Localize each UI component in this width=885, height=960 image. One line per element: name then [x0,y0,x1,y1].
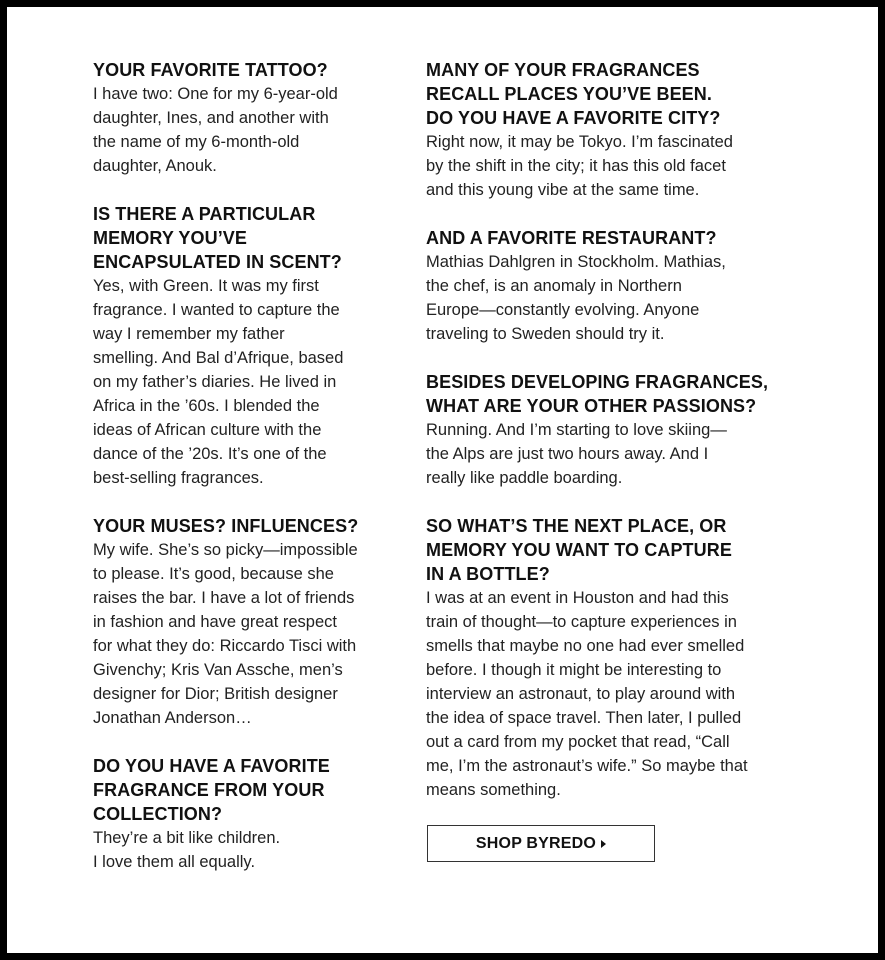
question-line: SO WHAT’S THE NEXT PLACE, OR [426,516,727,536]
answer-line: me, I’m the astronaut’s wife.” So maybe that [426,757,748,775]
shop-byredo-button[interactable] [427,825,655,862]
interview-qa-block [93,202,393,490]
question-line: IS THERE A PARTICULAR [93,204,316,224]
answer-line: by the shift in the city; it has this old facet [426,157,726,175]
question-line: AND A FAVORITE RESTAURANT? [426,228,717,248]
question-heading [426,514,786,586]
answer-line: designer for Dior; British designer [93,685,338,703]
answer-line: ideas of African culture with the [93,421,322,439]
shop-button-label: SHOP BYREDO [475,834,597,852]
answer-line: interview an astronaut, to play around with [426,685,736,703]
answer-line: smells that maybe no one had ever smelled [426,637,745,655]
answer-text [93,274,393,490]
question-line: MANY OF YOUR FRAGRANCES [426,60,700,80]
question-line: MEMORY YOU WANT TO CAPTURE [426,540,732,560]
answer-line: fragrance. I wanted to capture the [93,301,340,319]
question-heading [426,226,786,250]
answer-line: Yes, with Green. It was my first [93,277,319,295]
answer-line: in fashion and have great respect [93,613,337,631]
interview-qa-block [426,514,786,802]
question-line: YOUR FAVORITE TATTOO? [93,60,328,80]
answer-line: Running. And I’m starting to love skiing— [426,421,727,439]
question-line: ENCAPSULATED IN SCENT? [93,252,342,272]
answer-line: means something. [426,781,561,799]
answer-line: I love them all equally. [93,853,256,871]
answer-line: out a card from my pocket that read, “Call [426,733,730,751]
question-line: BESIDES DEVELOPING FRAGRANCES, [426,372,769,392]
interview-qa-block [426,370,786,490]
answer-line: daughter, Anouk. [93,157,217,175]
answer-line: traveling to Sweden should try it. [426,325,665,343]
answer-line: on my father’s diaries. He lived in [93,373,337,391]
question-heading [93,202,393,274]
answer-line: to please. It’s good, because she [93,565,334,583]
answer-line: raises the bar. I have a lot of friends [93,589,355,607]
answer-line: They’re a bit like children. [93,829,281,847]
answer-line: My wife. She’s so picky—impossible [93,541,358,559]
answer-line: really like paddle boarding. [426,469,623,487]
question-line: DO YOU HAVE A FAVORITE [93,756,330,776]
answer-text [426,130,786,202]
question-heading [93,754,393,826]
question-heading [93,514,393,538]
interview-qa-block [93,58,393,178]
answer-line: Mathias Dahlgren in Stockholm. Mathias, [426,253,726,271]
answer-line: the Alps are just two hours away. And I [426,445,709,463]
answer-line: before. I though it might be interesting to [426,661,722,679]
question-heading [426,370,786,418]
interview-qa-block [426,226,786,346]
left-column [93,58,393,898]
answer-line: dance of the ’20s. It’s one of the [93,445,327,463]
question-line: RECALL PLACES YOU’VE BEEN. [426,84,712,104]
answer-text [93,826,393,874]
question-heading [93,58,393,82]
question-line: FRAGRANCE FROM YOUR [93,780,325,800]
answer-line: the name of my 6-month-old [93,133,300,151]
answer-line: train of thought—to capture experiences in [426,613,737,631]
question-heading [426,58,786,130]
interview-qa-block [93,514,393,730]
caret-right-icon [601,840,606,848]
answer-text [426,250,786,346]
answer-line: Europe—constantly evolving. Anyone [426,301,700,319]
answer-line: for what they do: Riccardo Tisci with [93,637,357,655]
answer-text [93,538,393,730]
answer-text [426,418,786,490]
right-column [426,58,786,826]
answer-line: Africa in the ’60s. I blended the [93,397,320,415]
answer-line: and this young vibe at the same time. [426,181,700,199]
question-line: WHAT ARE YOUR OTHER PASSIONS? [426,396,757,416]
answer-line: Right now, it may be Tokyo. I’m fascinated [426,133,733,151]
answer-line: daughter, Ines, and another with [93,109,329,127]
answer-line: Givenchy; Kris Van Assche, men’s [93,661,343,679]
question-line: DO YOU HAVE A FAVORITE CITY? [426,108,721,128]
answer-line: best-selling fragrances. [93,469,264,487]
answer-line: way I remember my father [93,325,285,343]
answer-line: I was at an event in Houston and had this [426,589,729,607]
answer-line: smelling. And Bal d’Afrique, based [93,349,344,367]
answer-line: I have two: One for my 6-year-old [93,85,338,103]
question-line: YOUR MUSES? INFLUENCES? [93,516,359,536]
question-line: IN A BOTTLE? [426,564,550,584]
answer-text [426,586,786,802]
answer-line: Jonathan Anderson… [93,709,252,727]
question-line: MEMORY YOU’VE [93,228,248,248]
interview-qa-block [93,754,393,874]
answer-text [93,82,393,178]
answer-line: the idea of space travel. Then later, I pulled [426,709,742,727]
question-line: COLLECTION? [93,804,223,824]
answer-line: the chef, is an anomaly in Northern [426,277,682,295]
interview-qa-block [426,58,786,202]
